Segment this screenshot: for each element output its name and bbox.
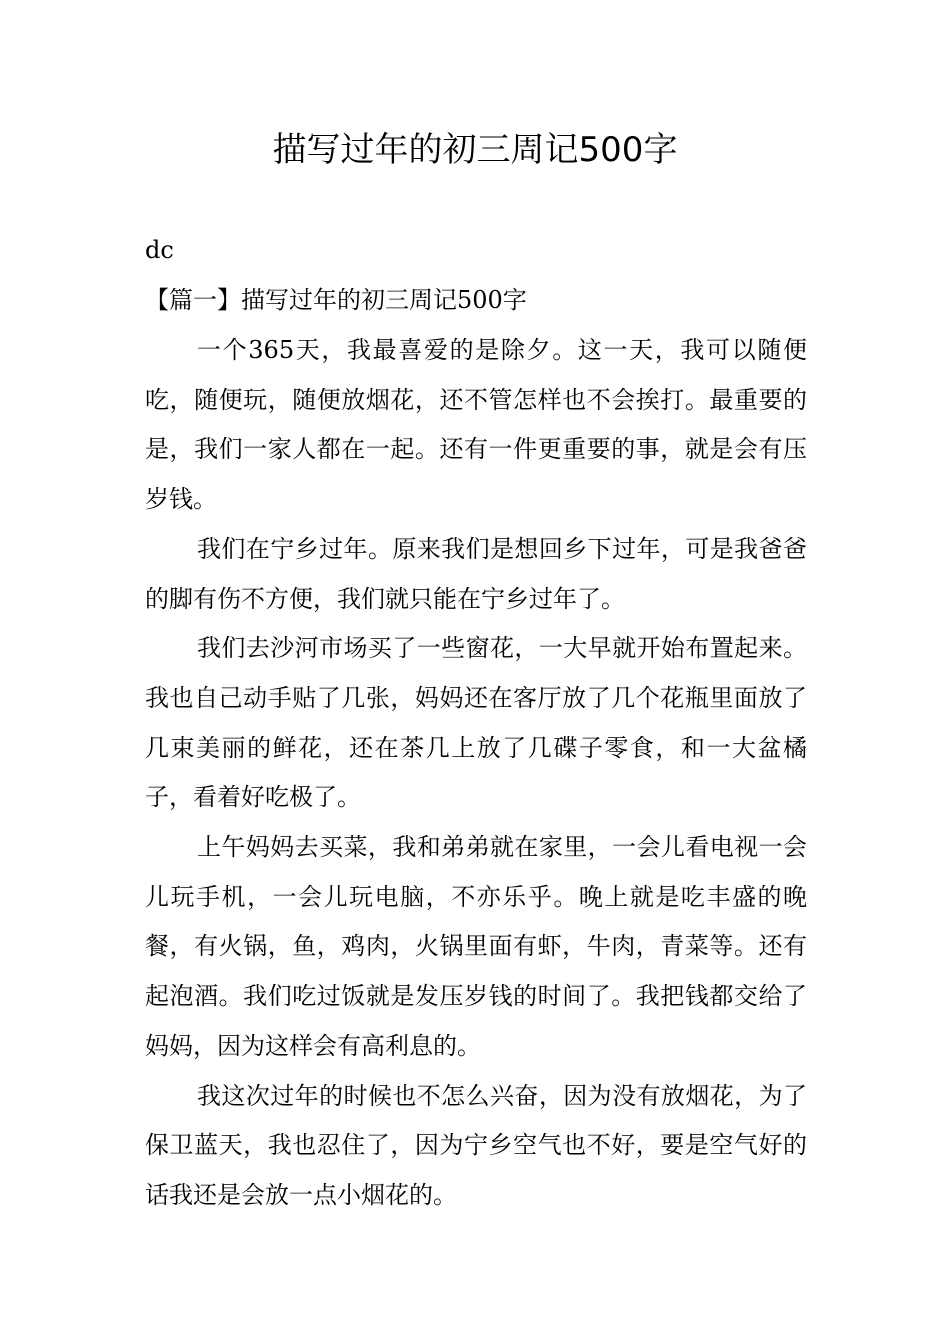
paragraph: 我们去沙河市场买了一些窗花，一大早就开始布置起来。我也自己动手贴了几张，妈妈还在客厅放了几个花瓶里面放了几束美丽的鲜花，还在茶几上放了几碟子零食，和一大盆橘子，看着好吃极了。	[145, 634, 807, 812]
paragraph: 一个365天，我最喜爱的是除夕。这一天，我可以随便吃，随便玩，随便放烟花，还不管怎样也不会挨打。最重要的是，我们一家人都在一起。还有一件更重要的事，就是会有压岁钱。	[145, 336, 807, 514]
paragraph: 我这次过年的时候也不怎么兴奋，因为没有放烟花，为了保卫蓝天，我也忍住了，因为宁乡空气也不好，要是空气好的话我还是会放一点小烟花的。	[145, 1081, 807, 1209]
paragraph: 上午妈妈去买菜，我和弟弟就在家里，一会儿看电视一会儿玩手机，一会儿玩电脑，不亦乐乎。晚上就是吃丰盛的晚餐，有火锅，鱼，鸡肉，火锅里面有虾，牛肉，青菜等。还有起泡酒。我们吃过饭就是发压岁钱的时间了。我把钱都交给了妈妈，因为这样会有高利息的。	[145, 833, 807, 1060]
article-body	[145, 326, 807, 1221]
paragraph: 我们在宁乡过年。原来我们是想回乡下过年，可是我爸爸的脚有伤不方便，我们就只能在宁乡过年了。	[145, 534, 807, 613]
page-title: 描写过年的初三周记500字	[272, 130, 678, 170]
author-line: dc	[145, 236, 174, 264]
section-heading: 【篇一】描写过年的初三周记500字	[145, 286, 527, 314]
